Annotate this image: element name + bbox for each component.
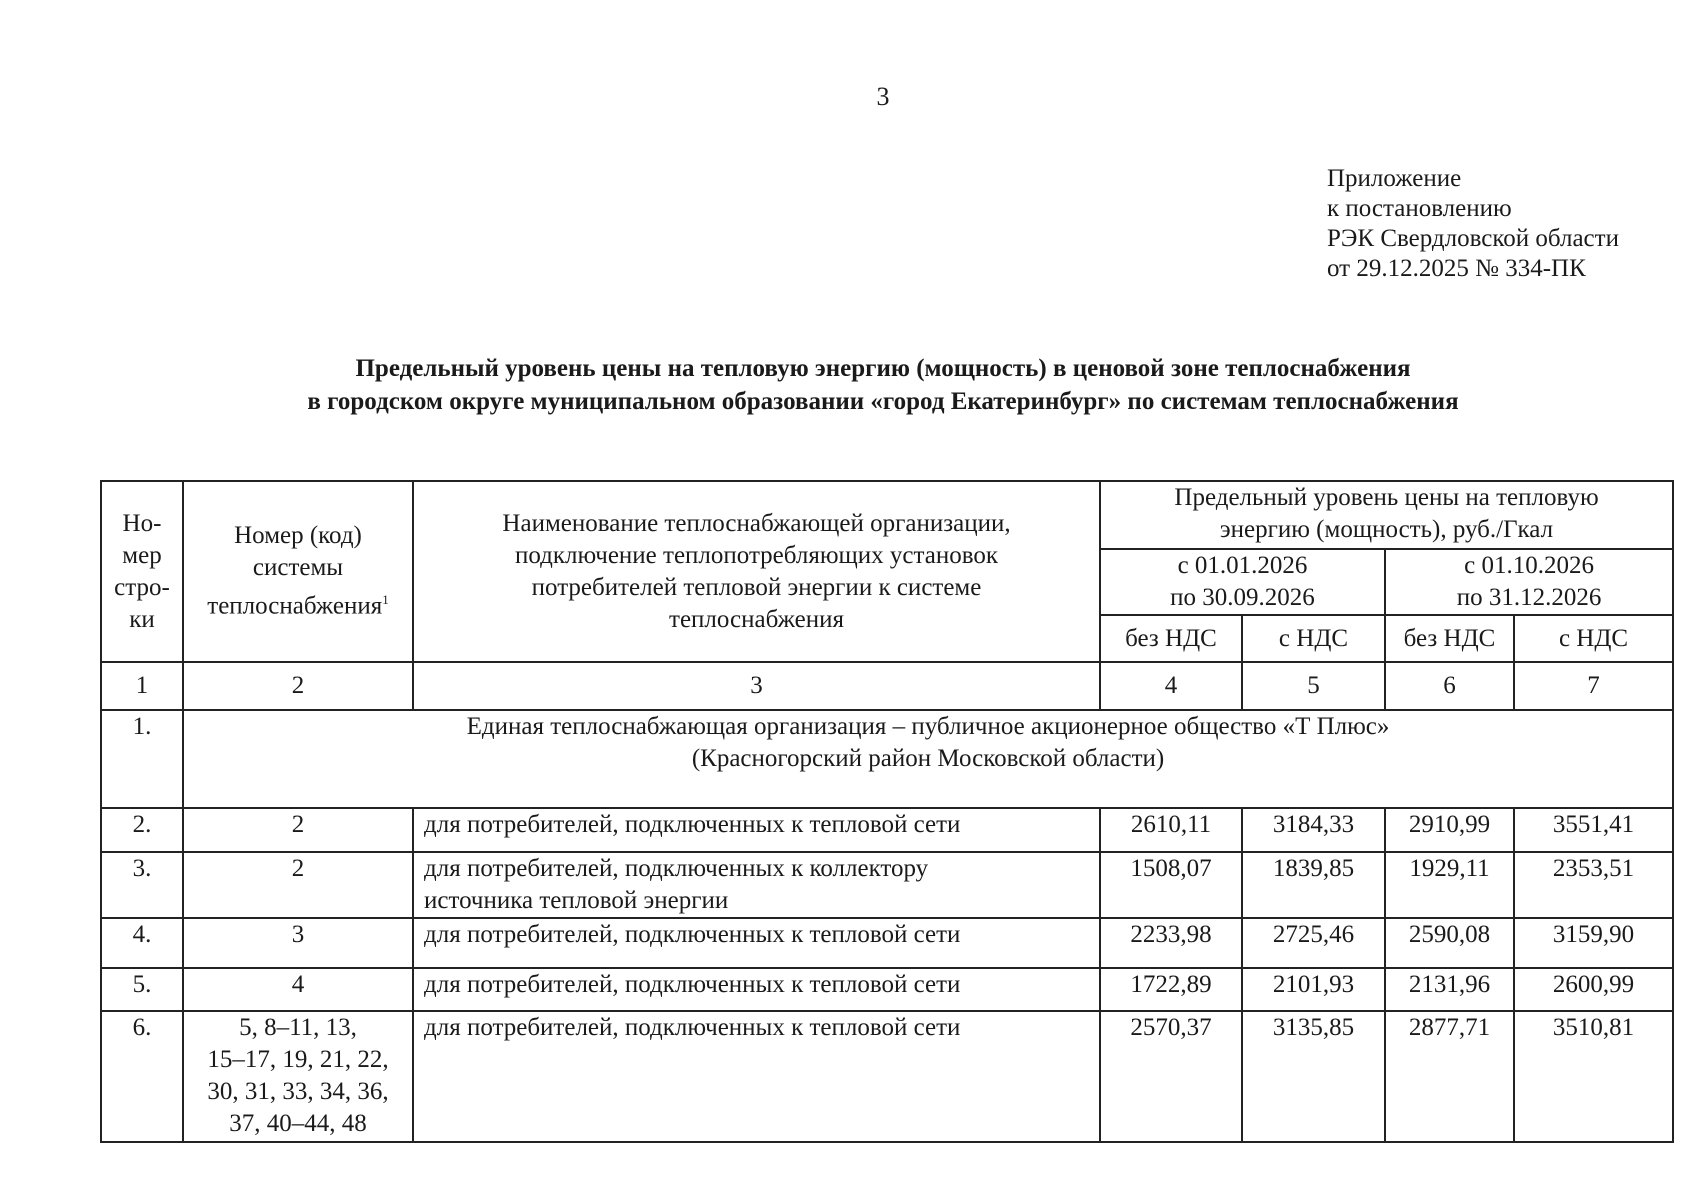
- consumer-description: для потребителей, подключенных к тепловой сети: [413, 808, 1100, 852]
- row-number: 1.: [101, 710, 183, 808]
- appendix-line: РЭК Свердловской области: [1327, 225, 1619, 252]
- system-code: 3: [183, 918, 413, 968]
- consumer-description: для потребителей, подключенных к тепловой сети: [413, 968, 1100, 1011]
- price-period1-no-vat: 2570,37: [1100, 1011, 1242, 1142]
- price-table: [100, 480, 1674, 1143]
- header-with-vat: с НДС: [1242, 615, 1385, 662]
- column-numbers-row: [101, 662, 1673, 710]
- system-code: 2: [183, 852, 413, 918]
- price-period2-with-vat: 3551,41: [1514, 808, 1673, 852]
- table-row: [101, 808, 1673, 852]
- system-code: 4: [183, 968, 413, 1011]
- title-line: в городском округе муниципальном образовании «город Екатеринбург» по системам теплоснабжения: [307, 388, 1459, 415]
- price-period1-no-vat: 2610,11: [1100, 808, 1242, 852]
- header-period-1: с 01.01.2026 по 30.09.2026: [1100, 549, 1385, 615]
- consumer-description: для потребителей, подключенных к коллектору источника тепловой энергии: [413, 852, 1100, 918]
- column-number: 4: [1100, 662, 1242, 710]
- price-period2-with-vat: 2353,51: [1514, 852, 1673, 918]
- table-row: [101, 918, 1673, 968]
- header-system-code: [183, 481, 413, 662]
- header-system-code-label: Номер (код) системы теплоснабжения: [207, 522, 383, 620]
- header-price-group: Предельный уровень цены на тепловую энергию (мощность), руб./Гкал: [1100, 481, 1673, 549]
- section-organization: Единая теплоснабжающая организация – публичное акционерное общество «Т Плюс» (Красногорский район Московской области): [183, 710, 1673, 808]
- price-period1-with-vat: 3135,85: [1242, 1011, 1385, 1142]
- header-no-vat: без НДС: [1385, 615, 1514, 662]
- row-number: 2.: [101, 808, 183, 852]
- column-number: 3: [413, 662, 1100, 710]
- price-period2-with-vat: 2600,99: [1514, 968, 1673, 1011]
- price-period2-no-vat: 2590,08: [1385, 918, 1514, 968]
- table-row: [101, 852, 1673, 918]
- price-period1-no-vat: 1722,89: [1100, 968, 1242, 1011]
- column-number: 1: [101, 662, 183, 710]
- title-line: Предельный уровень цены на тепловую энергию (мощность) в ценовой зоне теплоснабжения: [355, 355, 1411, 382]
- page-number: 3: [876, 82, 890, 111]
- price-period2-no-vat: 2877,71: [1385, 1011, 1514, 1142]
- price-period1-no-vat: 1508,07: [1100, 852, 1242, 918]
- price-period1-with-vat: 3184,33: [1242, 808, 1385, 852]
- price-period2-with-vat: 3159,90: [1514, 918, 1673, 968]
- footnote-marker: 1: [382, 592, 389, 608]
- header-organization: Наименование теплоснабжающей организации, подключение теплопотребляющих установок потребителей тепловой энергии к системе теплоснабжения: [413, 481, 1100, 662]
- price-period2-no-vat: 2131,96: [1385, 968, 1514, 1011]
- header-no-vat: без НДС: [1100, 615, 1242, 662]
- consumer-description: для потребителей, подключенных к тепловой сети: [413, 1011, 1100, 1142]
- appendix-line: к постановлению: [1327, 195, 1512, 222]
- column-number: 2: [183, 662, 413, 710]
- system-code: 5, 8–11, 13, 15–17, 19, 21, 22, 30, 31, 33, 34, 36, 37, 40–44, 48: [183, 1011, 413, 1142]
- price-period1-with-vat: 2725,46: [1242, 918, 1385, 968]
- table-row: [101, 968, 1673, 1011]
- row-number: 6.: [101, 1011, 183, 1142]
- appendix-line: Приложение: [1327, 165, 1462, 192]
- appendix-date-number: от 29.12.2025 № 334-ПК: [1327, 255, 1586, 282]
- column-number: 5: [1242, 662, 1385, 710]
- table-row: [101, 1011, 1673, 1142]
- document-title: [100, 352, 1666, 418]
- row-number: 4.: [101, 918, 183, 968]
- appendix-block: [1327, 164, 1619, 284]
- column-number: 7: [1514, 662, 1673, 710]
- consumer-description: для потребителей, подключенных к тепловой сети: [413, 918, 1100, 968]
- header-row-number: Но- мер стро- ки: [101, 481, 183, 662]
- column-number: 6: [1385, 662, 1514, 710]
- header-period-2: с 01.10.2026 по 31.12.2026: [1385, 549, 1673, 615]
- header-with-vat: с НДС: [1514, 615, 1673, 662]
- system-code: 2: [183, 808, 413, 852]
- row-number: 5.: [101, 968, 183, 1011]
- row-number: 3.: [101, 852, 183, 918]
- price-period1-with-vat: 2101,93: [1242, 968, 1385, 1011]
- section-row: [101, 710, 1673, 808]
- price-period1-with-vat: 1839,85: [1242, 852, 1385, 918]
- price-period2-with-vat: 3510,81: [1514, 1011, 1673, 1142]
- price-period2-no-vat: 2910,99: [1385, 808, 1514, 852]
- price-period2-no-vat: 1929,11: [1385, 852, 1514, 918]
- price-period1-no-vat: 2233,98: [1100, 918, 1242, 968]
